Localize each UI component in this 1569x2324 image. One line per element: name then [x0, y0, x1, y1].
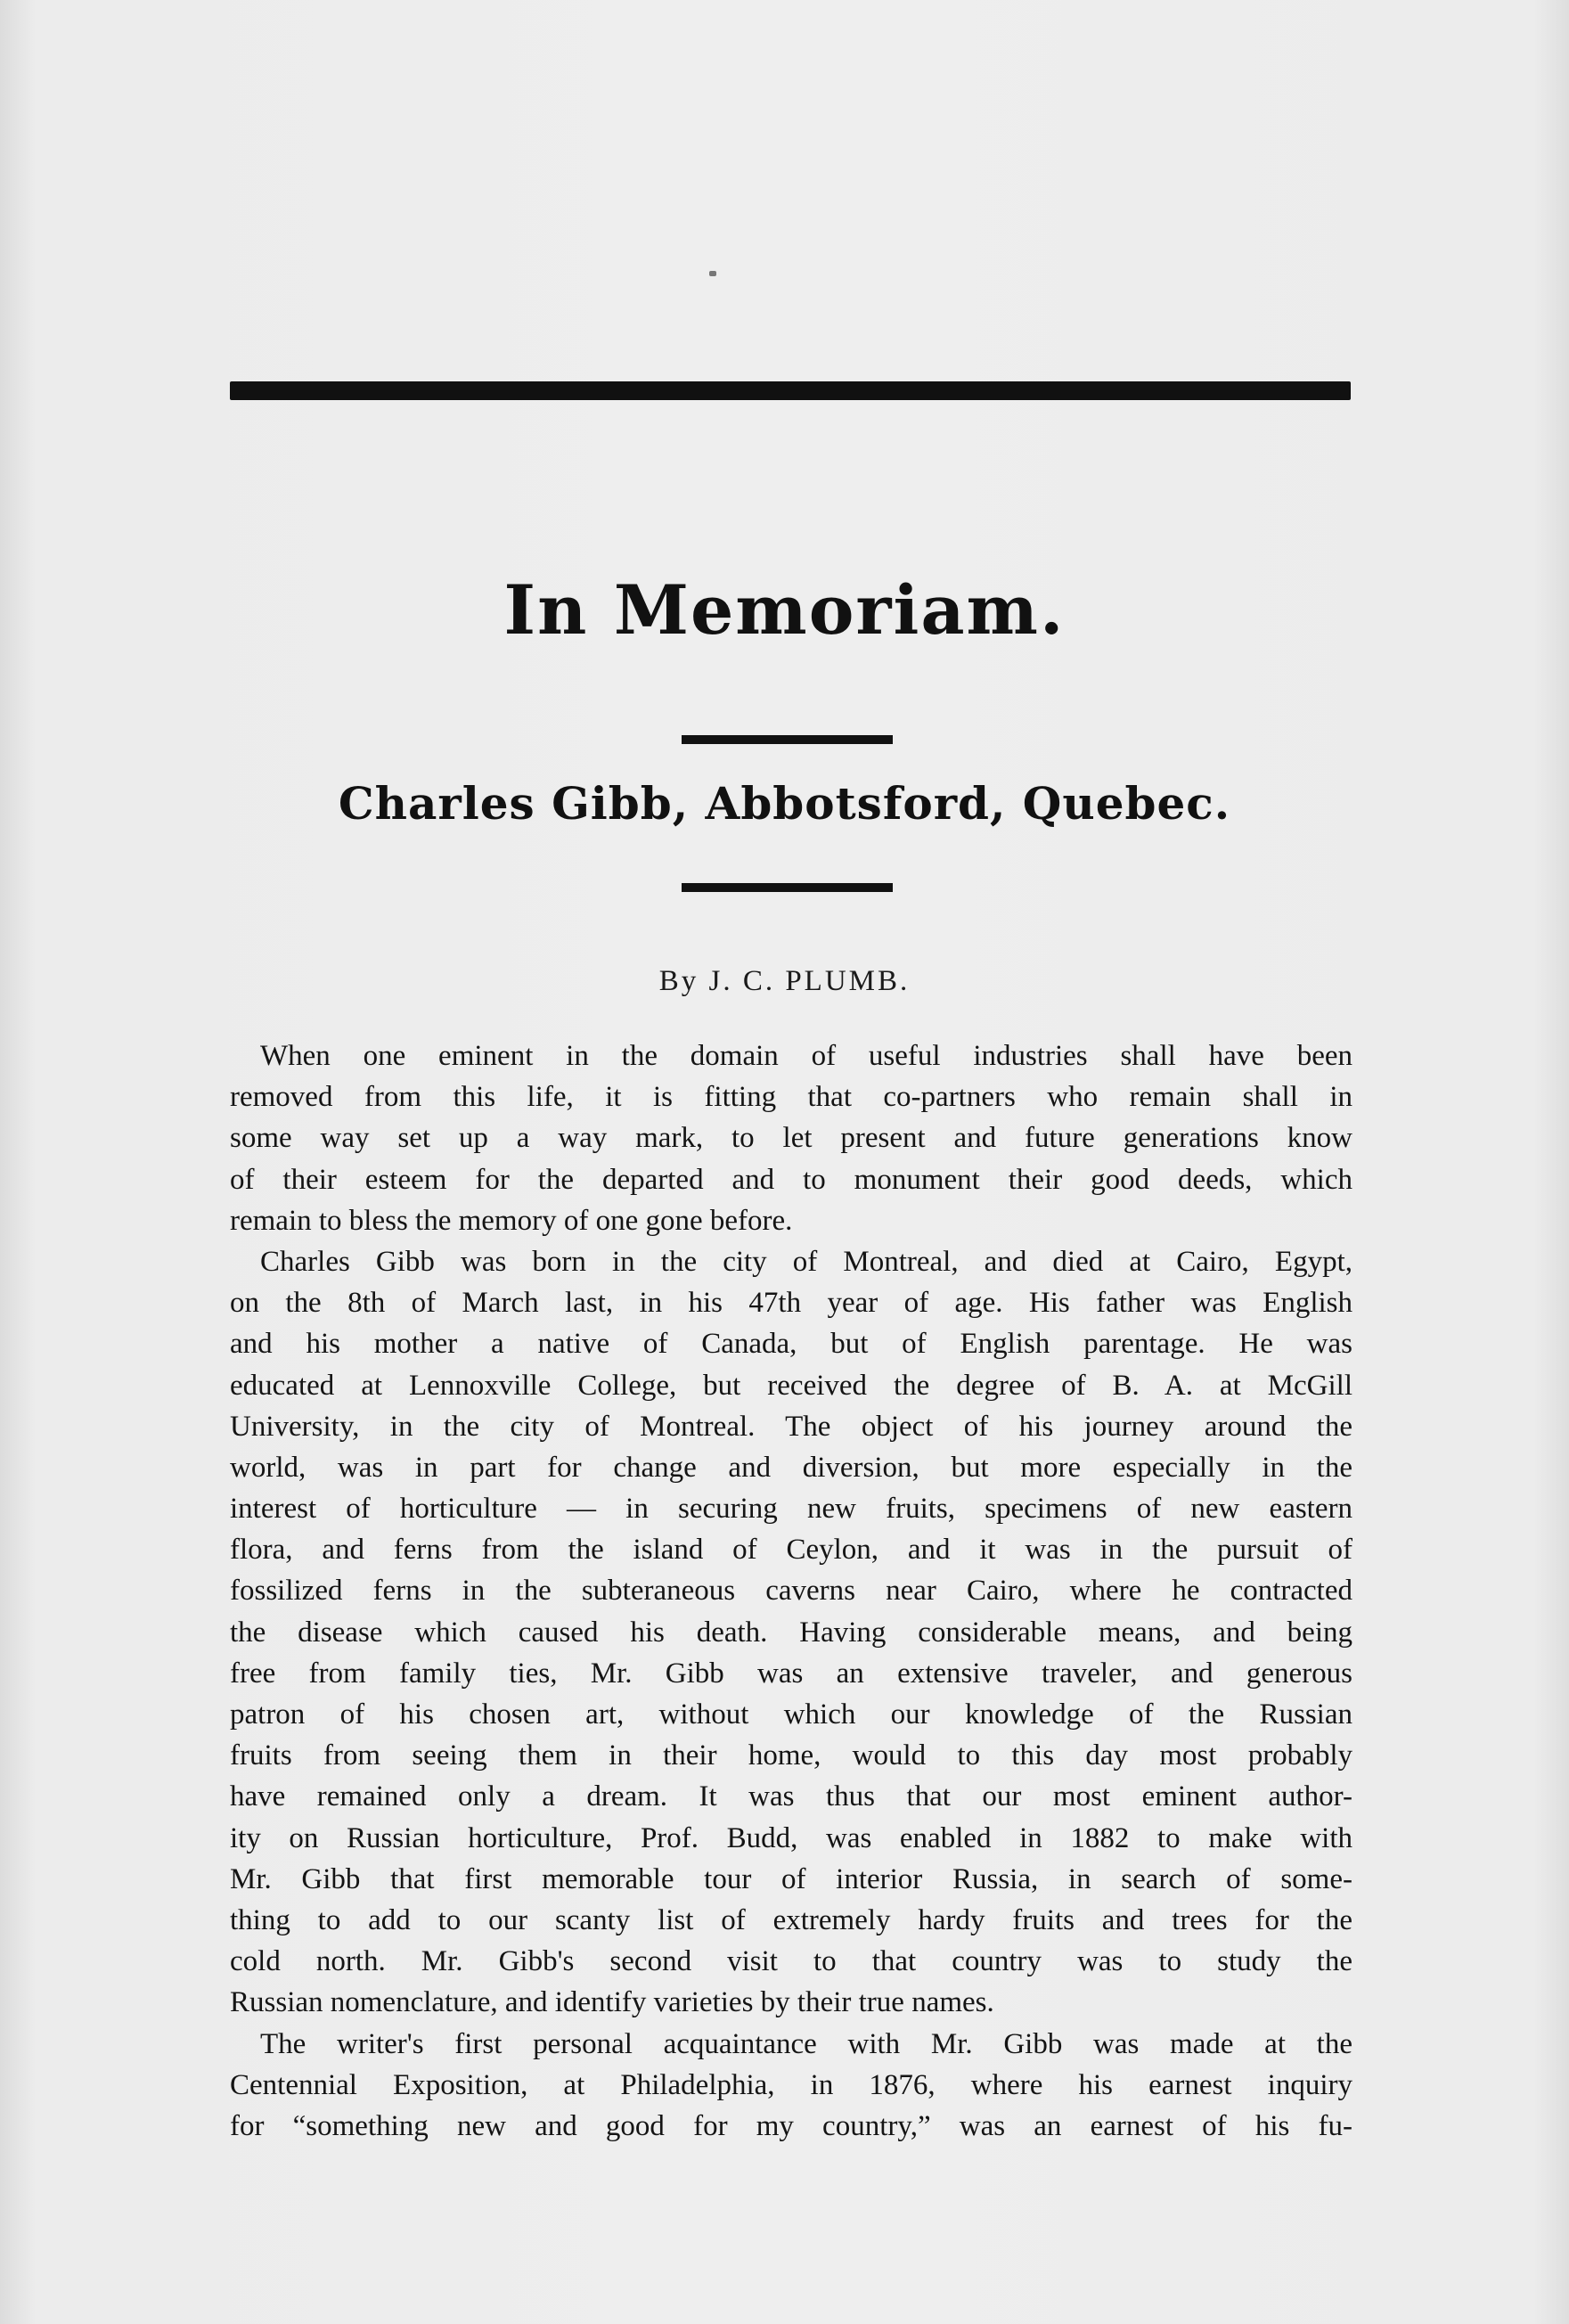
text-line: thing to add to our scanty list of extremely hardy fruits and trees for the	[230, 1903, 1352, 1936]
text-line: fruits from seeing them in their home, would to this day most probably	[230, 1739, 1352, 1772]
page-title: In Memoriam.	[503, 570, 1066, 650]
text-line: some way set up a way mark, to let present and future generations know	[230, 1122, 1352, 1155]
text-line: interest of horticulture — in securing new fruits, specimens of new eastern	[230, 1493, 1352, 1526]
text-line: When one eminent in the domain of useful industries shall have been	[260, 1040, 1352, 1072]
text-line: educated at Lennoxville College, but received the degree of B. A. at McGill	[230, 1369, 1352, 1402]
subtitle-divider	[682, 883, 893, 892]
article-body	[230, 1035, 1352, 2147]
text-line: the disease which caused his death. Having considerable means, and being	[230, 1616, 1352, 1649]
ink-speck	[709, 271, 716, 276]
text-line: cold north. Mr. Gibb's second visit to that country was to study the	[230, 1945, 1352, 1978]
text-line: Centennial Exposition, at Philadelphia, in 1876, where his earnest inquiry	[230, 2068, 1352, 2101]
text-line: fossilized ferns in the subteraneous caverns near Cairo, where he contracted	[230, 1575, 1352, 1608]
memoriam-subject: Charles Gibb, Abbotsford, Quebec.	[338, 777, 1231, 830]
text-line: for “something new and good for my country,” was an earnest of his fu-	[230, 2109, 1352, 2142]
text-line: The writer's first personal acquaintance with Mr. Gibb was made at the	[260, 2027, 1352, 2060]
byline: By J. C. PLUMB.	[658, 965, 911, 997]
text-line: remain to bless the memory of one gone before.	[230, 1204, 793, 1237]
text-line: University, in the city of Montreal. The object of his journey around the	[230, 1410, 1352, 1443]
paragraph-1	[230, 1035, 1352, 1241]
text-line: world, was in part for change and diversion, but more especially in the	[230, 1451, 1352, 1484]
text-line: of their esteem for the departed and to monument their good deeds, which	[230, 1163, 1352, 1196]
text-line: and his mother a native of Canada, but of English parentage. He was	[230, 1328, 1352, 1361]
text-line: Russian nomenclature, and identify varieties by their true names.	[230, 1986, 994, 2019]
text-line: patron of his chosen art, without which our knowledge of the Russian	[230, 1698, 1352, 1731]
text-line: free from family ties, Mr. Gibb was an extensive traveler, and generous	[230, 1657, 1352, 1690]
top-rule	[230, 381, 1351, 400]
text-line: Mr. Gibb that first memorable tour of interior Russia, in search of some-	[230, 1862, 1352, 1895]
text-line: ity on Russian horticulture, Prof. Budd, was enabled in 1882 to make with	[230, 1821, 1352, 1854]
title-divider	[682, 735, 893, 744]
paragraph-2	[230, 1241, 1352, 2024]
text-line: Charles Gibb was born in the city of Montreal, and died at Cairo, Egypt,	[260, 1245, 1352, 1278]
text-line: flora, and ferns from the island of Ceylon, and it was in the pursuit of	[230, 1534, 1352, 1567]
text-line: removed from this life, it is fitting that co-partners who remain shall in	[230, 1081, 1352, 1114]
paragraph-3	[230, 2024, 1352, 2148]
text-line: have remained only a dream. It was thus that our most eminent author-	[230, 1780, 1352, 1813]
text-line: on the 8th of March last, in his 47th year of age. His father was English	[230, 1287, 1352, 1320]
